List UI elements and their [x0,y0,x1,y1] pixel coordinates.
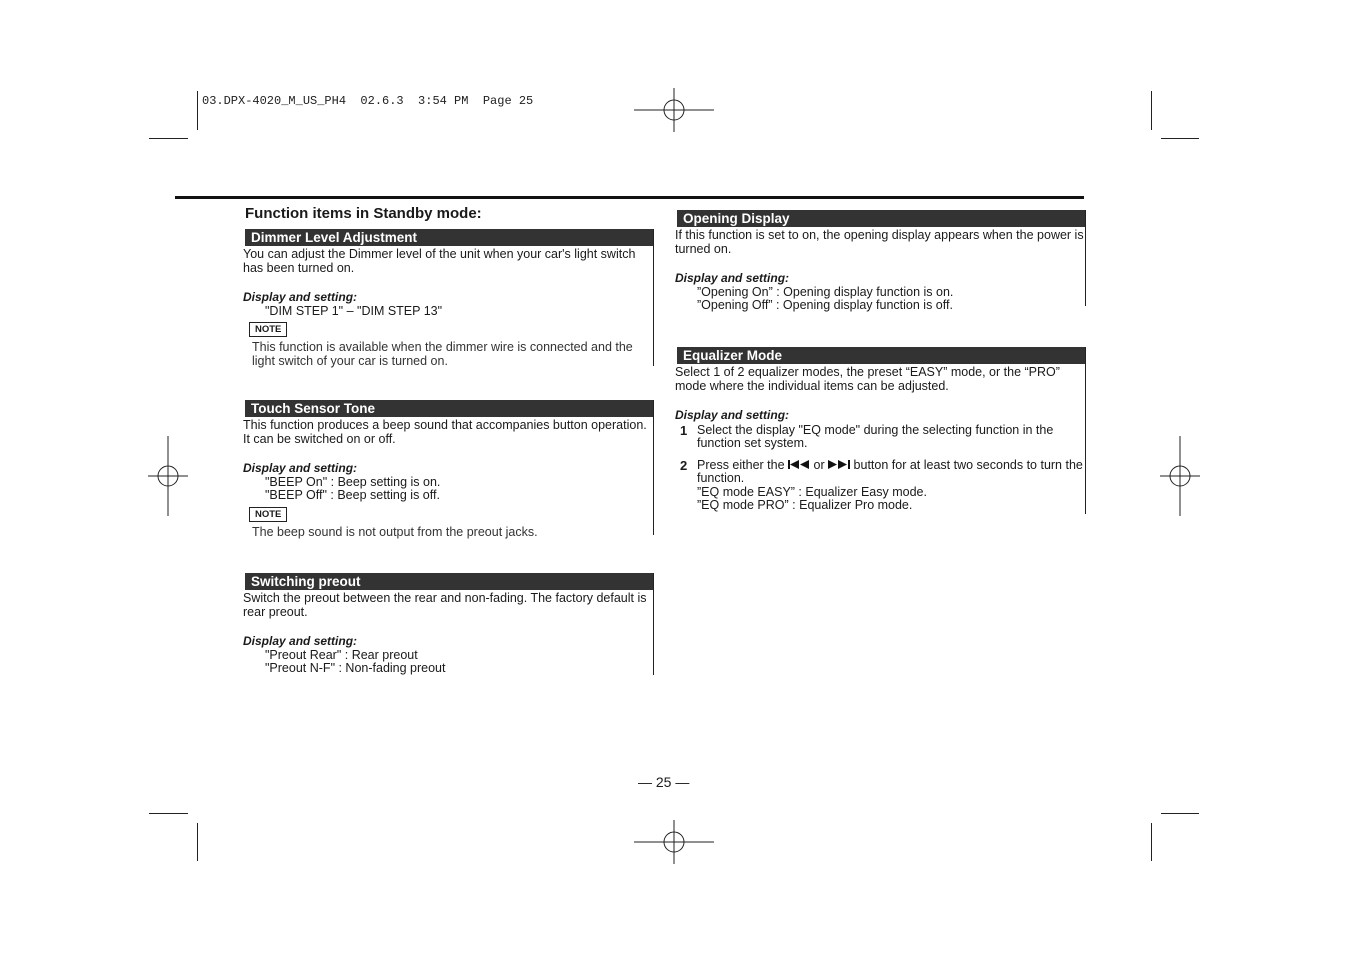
step-2 [675,459,1085,513]
section-equalizer-mode [675,347,1086,514]
display-setting-label: Display and setting: [243,634,358,648]
note-text: This function is available when the dimmer wire is connected and the light switch of your car is turned on. [252,340,633,368]
setting-value: "BEEP Off" : Beep setting is off. [265,488,440,502]
setting-value: "DIM STEP 1" – "DIM STEP 13" [265,303,443,318]
section-description: This function produces a beep sound that accompanies button operation. It can be switched on or off. [243,418,647,446]
section-description: Switch the preout between the rear and non-fading. The factory default is rear preout. [243,591,647,619]
page-number: — 25 — [638,774,690,790]
step-1 [675,424,1085,451]
registration-mark-bottom-icon [634,820,714,864]
file-header: 03.DPX-4020_M_US_PH4 02.6.3 3:54 PM Page 25 [202,94,534,108]
section-title: Equalizer Mode [677,347,1085,364]
display-setting-label: Display and setting: [243,290,358,304]
section-opening-display [675,210,1086,312]
section-title: Opening Display [677,210,1085,227]
setting-value: ”EQ mode EASY” : Equalizer Easy mode. [697,484,927,499]
step-text-part: Press either the [697,457,789,472]
setting-value: ”Opening Off” : Opening display function is off. [697,298,953,312]
setting-value: "BEEP On" : Beep setting is on. [265,474,441,489]
display-setting-label: Display and setting: [243,461,358,475]
setting-value: "Preout Rear" : Rear preout [265,647,418,662]
skip-forward-icon [828,460,850,469]
display-setting-label: Display and setting: [675,408,790,422]
note-badge: NOTE [249,507,287,522]
section-description: Select 1 of 2 equalizer modes, the preset “EASY” mode, or the “PRO” mode where the individual items can be adjusted. [675,365,1060,393]
setting-value: ”EQ mode PRO” : Equalizer Pro mode. [697,498,913,512]
page-title: Function items in Standby mode: [245,205,482,222]
section-dimmer-level [243,229,654,366]
section-touch-sensor-tone [243,400,654,539]
step-text [697,459,1085,513]
skip-back-icon [788,460,810,469]
setting-value: "Preout N-F" : Non-fading preout [265,661,446,675]
step-text: Select the display "EQ mode" during the selecting function in the function set system. [697,422,1054,450]
step-number: 2 [680,457,688,473]
section-description: If this function is set to on, the opening display appears when the power is turned on. [675,228,1084,256]
section-switching-preout [243,573,654,675]
note-text: The beep sound is not output from the preout jacks. [252,524,538,539]
section-title: Switching preout [245,573,653,590]
step-text-part: or [810,457,829,472]
registration-mark-right-icon [1160,436,1200,516]
setting-value: ”Opening On” : Opening display function is on. [697,284,954,299]
step-number: 1 [680,422,688,438]
section-title: Touch Sensor Tone [245,400,653,417]
section-description: You can adjust the Dimmer level of the unit when your car's light switch has been turned on. [243,247,636,275]
display-setting-label: Display and setting: [675,271,790,285]
registration-mark-top-icon [634,88,714,132]
step-text-part: button for at least two seconds to turn the function. [697,457,1083,485]
note-badge: NOTE [249,322,287,337]
section-title: Dimmer Level Adjustment [245,229,653,246]
top-rule [175,196,1084,199]
registration-mark-left-icon [148,436,188,516]
